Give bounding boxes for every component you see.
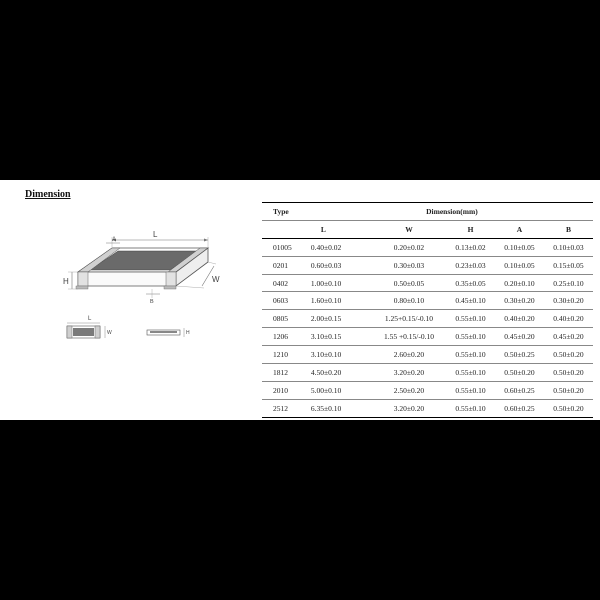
dimension-table — [262, 202, 593, 418]
header-A: A — [495, 220, 544, 238]
cell-H: 0.23±0.03 — [446, 256, 495, 274]
header-dimension-group: Dimension(mm) — [311, 203, 593, 221]
cell-L: 2.00±0.15 — [311, 310, 372, 328]
cell-A: 0.50±0.25 — [495, 346, 544, 364]
cell-A: 0.30±0.20 — [495, 292, 544, 310]
cell-L: 5.00±0.10 — [311, 381, 372, 399]
cell-L: 1.60±0.10 — [311, 292, 372, 310]
cell-B: 0.50±0.20 — [544, 399, 593, 417]
cell-L: 3.10±0.10 — [311, 346, 372, 364]
cell-W: 0.80±0.10 — [372, 292, 446, 310]
cell-B: 0.10±0.03 — [544, 238, 593, 256]
cell-W: 0.20±0.02 — [372, 238, 446, 256]
cell-W: 2.60±0.20 — [372, 346, 446, 364]
cell-W: 0.50±0.05 — [372, 274, 446, 292]
header-H: H — [446, 220, 495, 238]
cell-L: 0.40±0.02 — [311, 238, 372, 256]
cell-L: 6.35±0.10 — [311, 399, 372, 417]
table-subheader-row — [262, 220, 593, 238]
cell-type: 0402 — [262, 274, 311, 292]
cell-B: 0.15±0.05 — [544, 256, 593, 274]
header-type: Type — [262, 203, 311, 221]
cell-B: 0.40±0.20 — [544, 310, 593, 328]
datasheet-panel — [0, 180, 600, 420]
top-view-label-L: L — [88, 316, 92, 322]
table-row — [262, 346, 593, 364]
cell-A: 0.50±0.20 — [495, 364, 544, 382]
resistor-dimension-figure — [50, 220, 250, 380]
label-H: H — [63, 277, 69, 286]
dimension-L — [112, 230, 208, 247]
cell-W: 2.50±0.20 — [372, 381, 446, 399]
label-W: W — [212, 275, 220, 284]
table-row — [262, 256, 593, 274]
header-B: B — [544, 220, 593, 238]
header-W: W — [372, 220, 446, 238]
cell-A: 0.60±0.25 — [495, 381, 544, 399]
table-row — [262, 310, 593, 328]
top-view-drawing — [67, 316, 112, 338]
cell-W: 1.25+0.15/-0.10 — [372, 310, 446, 328]
chip-3d-drawing — [76, 248, 208, 289]
cell-type: 1206 — [262, 328, 311, 346]
cell-A: 0.40±0.20 — [495, 310, 544, 328]
cell-H: 0.55±0.10 — [446, 310, 495, 328]
side-view-label-H: H — [186, 330, 190, 336]
dimension-H — [63, 272, 78, 289]
label-A: A — [112, 237, 117, 243]
header-L: L — [311, 220, 372, 238]
table-row — [262, 274, 593, 292]
cell-B: 0.50±0.20 — [544, 364, 593, 382]
cell-H: 0.55±0.10 — [446, 328, 495, 346]
cell-type: 01005 — [262, 238, 311, 256]
cell-type: 0603 — [262, 292, 311, 310]
table-row — [262, 238, 593, 256]
cell-B: 0.50±0.20 — [544, 346, 593, 364]
cell-type: 0805 — [262, 310, 311, 328]
table-row — [262, 381, 593, 399]
cell-A: 0.10±0.05 — [495, 256, 544, 274]
table-row — [262, 328, 593, 346]
cell-type: 0201 — [262, 256, 311, 274]
dimension-B — [146, 289, 160, 305]
label-L: L — [153, 230, 158, 239]
cell-H: 0.55±0.10 — [446, 399, 495, 417]
cell-B: 0.50±0.20 — [544, 381, 593, 399]
cell-L: 0.60±0.03 — [311, 256, 372, 274]
cell-type: 2512 — [262, 399, 311, 417]
cell-W: 3.20±0.20 — [372, 399, 446, 417]
cell-L: 3.10±0.15 — [311, 328, 372, 346]
cell-W: 0.30±0.03 — [372, 256, 446, 274]
cell-B: 0.45±0.20 — [544, 328, 593, 346]
label-B: B — [150, 299, 154, 305]
table-row — [262, 292, 593, 310]
cell-A: 0.10±0.05 — [495, 238, 544, 256]
cell-B: 0.30±0.20 — [544, 292, 593, 310]
cell-W: 1.55 +0.15/-0.10 — [372, 328, 446, 346]
cell-H: 0.35±0.05 — [446, 274, 495, 292]
top-view-label-W: W — [107, 330, 112, 336]
cell-A: 0.60±0.25 — [495, 399, 544, 417]
cell-A: 0.45±0.20 — [495, 328, 544, 346]
section-title: Dimension — [25, 189, 71, 200]
cell-B: 0.25±0.10 — [544, 274, 593, 292]
cell-H: 0.13±0.02 — [446, 238, 495, 256]
table-row — [262, 399, 593, 417]
cell-type: 2010 — [262, 381, 311, 399]
cell-H: 0.55±0.10 — [446, 364, 495, 382]
cell-A: 0.20±0.10 — [495, 274, 544, 292]
cell-W: 3.20±0.20 — [372, 364, 446, 382]
cell-type: 1210 — [262, 346, 311, 364]
cell-H: 0.55±0.10 — [446, 346, 495, 364]
table-header-row — [262, 203, 593, 221]
cell-H: 0.45±0.10 — [446, 292, 495, 310]
table-row — [262, 364, 593, 382]
cell-H: 0.55±0.10 — [446, 381, 495, 399]
side-view-drawing — [147, 328, 190, 337]
cell-L: 4.50±0.20 — [311, 364, 372, 382]
cell-L: 1.00±0.10 — [311, 274, 372, 292]
cell-type: 1812 — [262, 364, 311, 382]
